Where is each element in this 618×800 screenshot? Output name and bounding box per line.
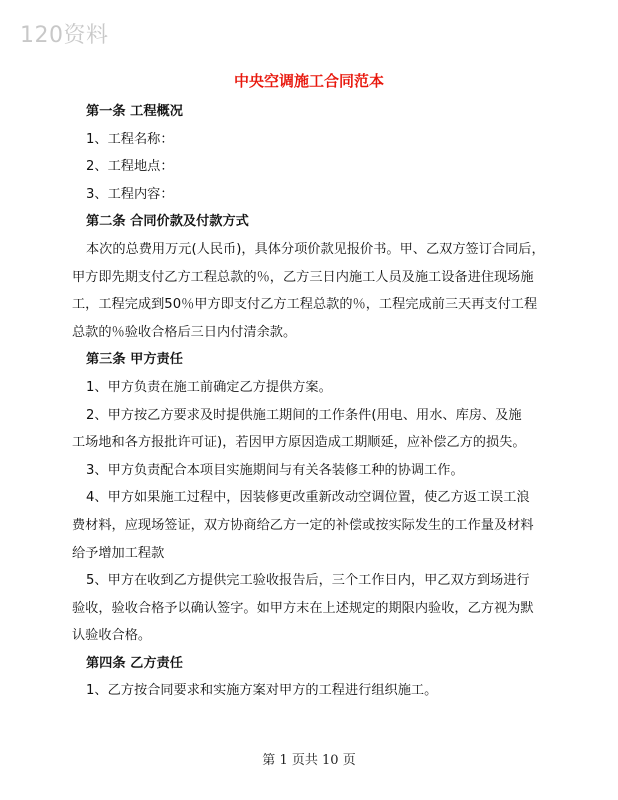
section-heading-3: 第三条 甲方责任 <box>86 352 183 368</box>
party-a-duty-3: 3、甲方负责配合本项目实施期间与有关各装修工种的协调工作。 <box>86 462 464 478</box>
payment-paragraph-line: 本次的总费用万元(人民币)，具体分项价款见报价书。甲、乙双方签订合同后， <box>86 241 545 257</box>
project-name-item: 1、工程名称： <box>86 131 174 147</box>
footer-total-pages: 10 <box>322 753 339 768</box>
page-footer <box>0 749 618 768</box>
party-a-duty-1: 1、甲方负责在施工前确定乙方提供方案。 <box>86 379 332 395</box>
party-a-duty-4: 4、甲方如果施工过程中，因装修更改重新改动空调位置，使乙方返工误工浪 <box>86 490 530 506</box>
party-a-duty-4-cont: 给予增加工程款 <box>72 545 165 561</box>
party-b-duty-1: 1、乙方按合同要求和实施方案对甲方的工程进行组织施工。 <box>86 683 438 699</box>
payment-paragraph-line: 总款的％验收合格后三日内付清余款。 <box>72 324 297 340</box>
party-a-duty-5-cont: 认验收合格。 <box>72 628 152 644</box>
party-a-duty-2-cont: 工场地和各方报批许可证)，若因甲方原因造成工期顺延，应补偿乙方的损失。 <box>72 435 526 451</box>
payment-paragraph-line: 甲方即先期支付乙方工程总款的％，乙方三日内施工人员及施工设备进住现场施 <box>72 269 534 285</box>
payment-paragraph-line: 工，工程完成到50％甲方即支付乙方工程总款的％，工程完成前三天再支付工程 <box>72 297 538 313</box>
footer-prefix: 第 <box>262 753 276 768</box>
party-a-duty-5: 5、甲方在收到乙方提供完工验收报告后，三个工作日内，甲乙双方到场进行 <box>86 573 530 589</box>
section-heading-4: 第四条 乙方责任 <box>86 655 183 671</box>
section-heading-2: 第二条 合同价款及付款方式 <box>86 214 249 230</box>
footer-page-number: 1 <box>279 753 288 768</box>
section-heading-1: 第一条 工程概况 <box>86 104 183 119</box>
footer-suffix: 页 <box>342 753 356 768</box>
project-location-item: 2、工程地点： <box>86 159 174 175</box>
watermark: 120资料 <box>20 23 109 48</box>
document-body <box>72 98 592 705</box>
project-content-item: 3、工程内容： <box>86 186 174 202</box>
document-title: 中央空调施工合同范本 <box>233 72 384 90</box>
party-a-duty-2: 2、甲方按乙方要求及时提供施工期间的工作条件(用电、用水、库房、及施 <box>86 407 522 423</box>
party-a-duty-4-cont: 费材料，应现场签证，双方协商给乙方一定的补偿或按实际发生的工作量及材料 <box>72 517 534 533</box>
footer-middle: 页共 <box>291 753 318 768</box>
party-a-duty-5-cont: 验收，验收合格予以确认签字。如甲方末在上述规定的期限内验收，乙方视为默 <box>72 600 534 616</box>
